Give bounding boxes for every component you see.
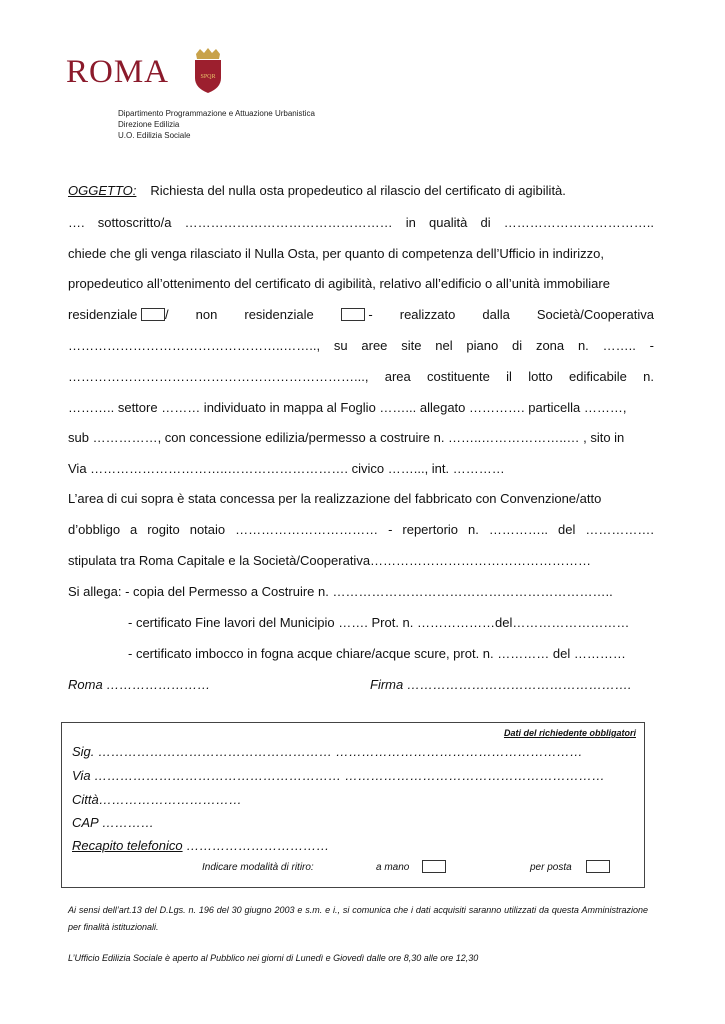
text-fragment: ………….. <box>488 522 549 537</box>
text-fragment: piano <box>466 338 499 353</box>
text-fragment: sottoscritto/a <box>97 215 172 230</box>
text-fragment: Società/Cooperativa <box>536 307 654 322</box>
text-fragment: edificabile <box>569 369 627 384</box>
roma-crest-icon <box>192 48 224 94</box>
text-fragment: residenziale <box>68 307 138 322</box>
residenziale-checkbox[interactable] <box>141 308 165 321</box>
dept-line: U.O. Edilizia Sociale <box>118 131 191 140</box>
oggetto-text: Richiesta del nulla osta propedeutico al rilascio del certificato di agibilità. <box>150 183 566 198</box>
roma-date-label: Roma …………………… <box>68 677 211 692</box>
department-lines <box>118 108 315 141</box>
text-fragment: qualità <box>429 215 468 230</box>
line-roma-firma <box>68 677 654 693</box>
line-propedeutico: propedeutico all’ottenimento del certificato di agibilità, relativo all’edificio o all’unità immobiliare <box>68 276 610 291</box>
text-fragment: in <box>405 215 416 230</box>
text-fragment: …………………………………………………………..., <box>68 369 369 384</box>
line-aree <box>68 338 654 354</box>
telefono-field[interactable] <box>72 838 329 853</box>
text-fragment: n. <box>468 522 479 537</box>
text-fragment: del <box>558 522 576 537</box>
text-fragment: ………………………………………… <box>184 215 393 230</box>
text-fragment: zona <box>535 338 565 353</box>
non-residenziale-checkbox[interactable] <box>341 308 365 321</box>
text-fragment: costituente <box>427 369 490 384</box>
a-mano-checkbox[interactable] <box>422 860 446 873</box>
line-via: Via …………………………..………………………. civico ……..., int. ………… <box>68 461 505 476</box>
line-settore: ……….. settore ……… individuato in mappa al Foglio ……... allegato …………. particella ………, <box>68 400 627 415</box>
dept-line: Dipartimento Programmazione e Attuazione Urbanistica <box>118 109 315 118</box>
text-fragment: il <box>506 369 512 384</box>
text-fragment: su <box>333 338 348 353</box>
roma-logo-text: ROMA <box>66 54 170 90</box>
line-allega: Si allega: - copia del Permesso a Costruire n. ……………………………………………………….. <box>68 584 613 599</box>
text-fragment: non <box>195 307 218 322</box>
text-fragment: …………………………….. <box>503 215 654 230</box>
line-chiede: chiede che gli venga rilasciato il Nulla Osta, per quanto di competenza dell’Ufficio in indirizzo, <box>68 246 604 261</box>
a-mano-label: a mano <box>376 862 410 873</box>
text-fragment: n. <box>577 338 589 353</box>
oggetto-label: OGGETTO: <box>68 183 137 198</box>
text-fragment: - <box>368 307 373 322</box>
line-lotto <box>68 369 654 385</box>
citta-field[interactable]: Città…………………………… <box>72 792 242 807</box>
telefono-label: Recapito telefonico <box>72 838 183 853</box>
text-fragment: n. <box>643 369 654 384</box>
text-fragment: - <box>649 338 654 353</box>
per-posta-label: per posta <box>530 862 572 873</box>
text-fragment: - <box>388 522 393 537</box>
text-fragment: …….. <box>602 338 636 353</box>
text-fragment: area <box>384 369 411 384</box>
privacy-note: Ai sensi dell’art.13 del D.Lgs. n. 196 del 30 giugno 2003 e s.m. e i., si comunica che i dati acquisiti saranno utilizzati da questa Amministrazione per finalità istituzionali. <box>68 905 648 932</box>
text-fragment: / <box>165 307 169 322</box>
text-fragment: di <box>512 338 523 353</box>
sig-field[interactable]: Sig. ……………………………………………… ………………………………………………… <box>72 744 583 759</box>
text-fragment: repertorio <box>402 522 459 537</box>
text-fragment: dalla <box>482 307 510 322</box>
text-fragment: residenziale <box>244 307 314 322</box>
line-obbligo <box>68 522 654 538</box>
per-posta-checkbox[interactable] <box>586 860 610 873</box>
text-fragment: notaio <box>189 522 226 537</box>
firma-label: Firma ……………………………………………. <box>370 677 632 692</box>
line-fine-lavori: - certificato Fine lavori del Municipio ……. Prot. n. ………………del……………………… <box>128 615 630 630</box>
box-title: Dati del richiedente obbligatori <box>503 728 636 738</box>
office-hours-note: L’Ufficio Edilizia Sociale è aperto al Pubblico nei giorni di Lunedì e Giovedì dalle ore 8,30 alle ore 12,30 <box>68 953 479 963</box>
ritiro-label: Indicare modalità di ritiro: <box>202 862 314 873</box>
text-fragment: d’obbligo <box>68 522 121 537</box>
line-stipulata: stipulata tra Roma Capitale e la Società/Cooperativa…………………………………………… <box>68 553 592 568</box>
text-fragment: lotto <box>528 369 553 384</box>
text-fragment: ……………. <box>585 522 654 537</box>
line-sub: sub ……………, con concessione edilizia/permesso a costruire n. ……..………………..… , sito in <box>68 430 625 445</box>
line-area: L’area di cui sopra è stata concessa per la realizzazione del fabbricato con Convenzione/atto <box>68 491 602 506</box>
via-field[interactable]: Via ………………………………………………… …………………………………………………… <box>72 768 605 783</box>
svg-text:SPQR: SPQR <box>200 74 216 80</box>
text-fragment: a <box>130 522 138 537</box>
dept-line: Direzione Edilizia <box>118 120 180 129</box>
line-residenziale <box>68 307 654 323</box>
text-fragment: site <box>401 338 422 353</box>
text-fragment: …………………………………………..…….., <box>68 338 321 353</box>
line-fogna: - certificato imbocco in fogna acque chiare/acque scure, prot. n. ………… del ………… <box>128 646 626 661</box>
text-fragment: …. <box>68 215 85 230</box>
text-fragment: …………………………… <box>235 522 379 537</box>
text-fragment: nel <box>435 338 453 353</box>
oggetto-line <box>68 183 654 199</box>
line-sottoscritto <box>68 215 654 231</box>
text-fragment: di <box>480 215 491 230</box>
telefono-dots: …………………………… <box>186 838 330 853</box>
applicant-data-box <box>61 722 645 888</box>
text-fragment: realizzato <box>399 307 456 322</box>
text-fragment: rogito <box>147 522 180 537</box>
text-fragment: aree <box>361 338 388 353</box>
cap-field[interactable]: CAP ………… <box>72 815 154 830</box>
